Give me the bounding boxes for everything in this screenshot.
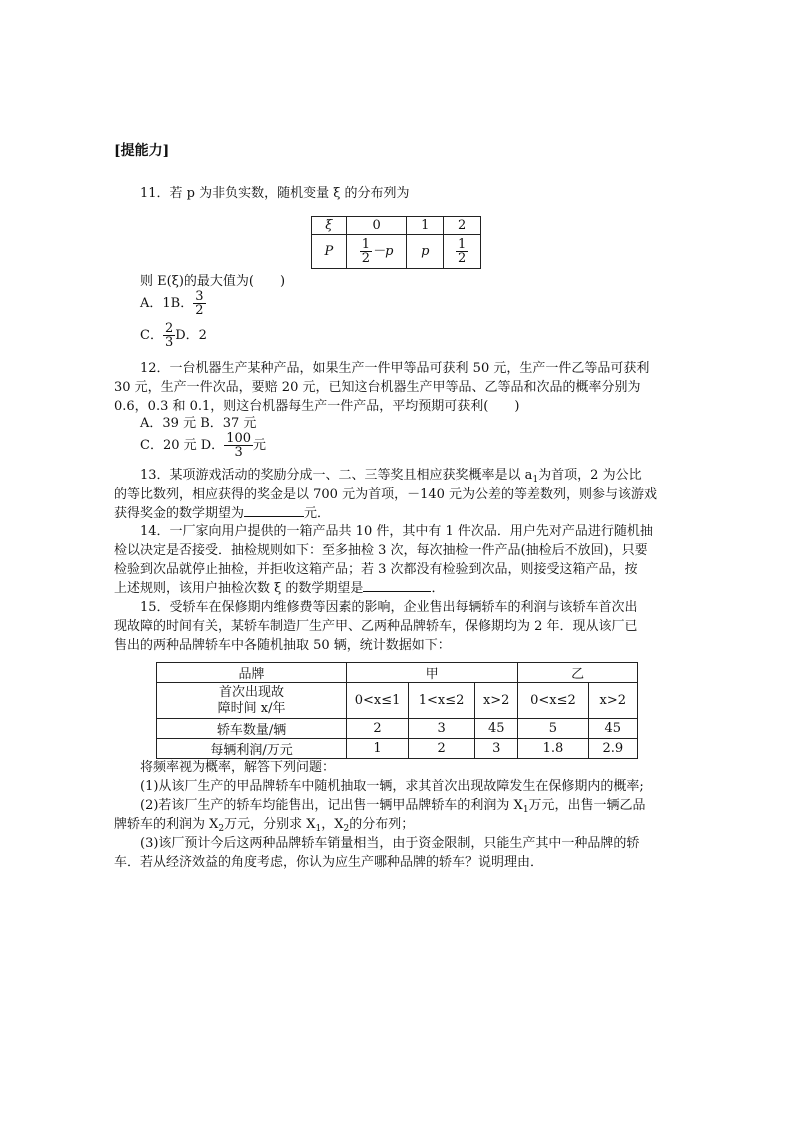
q15-count-cell: 2 [347,719,409,739]
q11-cell-P: P [312,235,347,269]
q15-col-4: 0<x≤2 [518,683,588,719]
q15-profit-cell: 1 [347,739,409,759]
q11-cell-p0: $\frac{1}{2}$ －p [346,235,407,269]
q15-col-3: x>2 [475,683,518,719]
section-heading: [提能力] [114,143,170,159]
q15-data-table [156,662,638,759]
q12-options-ab: A．39 元 B．37 元 [140,416,257,431]
q15-after-table: 将频率视为概率，解答下列问题： [140,760,336,775]
q15-part-3-line-1: (3)该厂预计今后这两种品牌轿车销量相当，由于资金限制，只能生产其中一种品牌的轿 [140,836,640,851]
q15-count-label: 轿车数量/辆 [157,719,347,739]
q12-line-2: 30 元，生产一件次品，要赔 20 元，已知这台机器生产甲等品、乙等品和次品的概率分别为 [114,380,641,395]
q15-line-2: 现故障的时间有关，某轿车制造厂生产甲、乙两种品牌轿车，保修期均为 2 年．现从该厂已 [114,619,638,634]
q13-line-2: 的等比数列，相应获得的奖金是以 700 元为首项，－140 元为公差的等差数列，则参与该游戏 [114,487,658,502]
q15-part-2-line-2: 牌轿车的利润为 $X_2$万元，分别求 $X_1$，$X_2$的分布列； [114,817,415,834]
q15-line-1: 15．受轿车在保修期内维修费等因素的影响，企业售出每辆轿车的利润与该轿车首次出 [140,600,638,615]
q15-profit-cell: 3 [475,739,518,759]
q11-cell-2: 2 [444,217,481,235]
q11-ask: 则 E(ξ)的最大值为( ) [140,274,286,289]
q11-cell-1: 1 [407,217,444,235]
q15-line-3: 售出的两种品牌轿车中各随机抽取 50 辆，统计数据如下： [114,638,451,653]
q13-line-1: 13．某项游戏活动的奖励分成一、二、三等奖且相应获奖概率是以 $a_1$为首项，2 为公比 [140,468,642,485]
q15-part-3-line-2: 车．若从经济效益的角度考虑，你认为应生产哪种品牌的轿车？说明理由． [114,855,544,870]
q11-cell-xi: ξ [312,217,347,235]
q15-part-2-line-1: (2)若该厂生产的轿车均能售出，记出售一辆甲品牌轿车的利润为 $X_1$万元，出售一辆乙品 [140,798,646,815]
q11-stem: 11．若 p 为非负实数，随机变量 ξ 的分布列为 [140,186,410,201]
q11-options-cd: C． $\frac{2}{3}$ D．2 [140,321,207,350]
q15-brand-yi: 乙 [518,663,638,683]
q12-line-1: 12．一台机器生产某种产品，如果生产一件甲等品可获利 50 元，生产一件乙等品可获利 [140,361,650,376]
q15-count-cell: 45 [475,719,518,739]
q15-count-cell: 3 [409,719,475,739]
q11-distribution-table [311,216,481,269]
q11-cell-p2: $\frac{1}{2}$ [444,235,481,269]
q15-col-1: 0<x≤1 [347,683,409,719]
q11-cell-p1: p [407,235,444,269]
q15-part-1: (1)从该厂生产的甲品牌轿车中随机抽取一辆，求其首次出现故障发生在保修期内的概率; [140,779,644,794]
q12-line-3: 0.6，0.3 和 0.1，则这台机器每生产一件产品，平均预期可获利( ) [114,399,520,414]
q13-line-3: 获得奖金的数学期望为 元． [114,506,331,521]
q14-line-1: 14．一厂家向用户提供的一箱产品共 10 件，其中有 1 件次品．用户先对产品进行随机抽 [140,524,653,539]
q15-col-2: 1<x≤2 [409,683,475,719]
q15-time-label: 首次出现故 障时间 x/年 [157,683,347,719]
q13-answer-blank[interactable] [244,504,304,517]
q12-options-cd: C．20 元 D． $\frac{100}{3}$ 元 [140,431,267,460]
q15-profit-cell: 2 [409,739,475,759]
q15-profit-cell: 2.9 [588,739,637,759]
q15-count-cell: 45 [588,719,637,739]
q15-profit-label: 每辆利润/万元 [157,739,347,759]
q15-col-5: x>2 [588,683,637,719]
q14-line-2: 检以决定是否接受．抽检规则如下：至多抽检 3 次，每次抽检一件产品(抽检后不放回)，只要 [114,543,648,558]
q11-options-ab: A．1B． $\frac{3}{2}$ [140,289,204,318]
q15-brand-jia: 甲 [347,663,518,683]
q11-cell-0: 0 [346,217,407,235]
q15-count-cell: 5 [518,719,588,739]
q14-answer-blank[interactable] [363,579,431,592]
q14-line-3: 检验到次品就停止抽检，并拒收这箱产品；若 3 次都没有检验到次品，则接受这箱产品，按 [114,562,638,577]
q14-line-4: 上述规则，该用户抽检次数 ξ 的数学期望是 ． [114,581,445,596]
q15-profit-cell: 1.8 [518,739,588,759]
q15-brand-header: 品牌 [157,663,347,683]
